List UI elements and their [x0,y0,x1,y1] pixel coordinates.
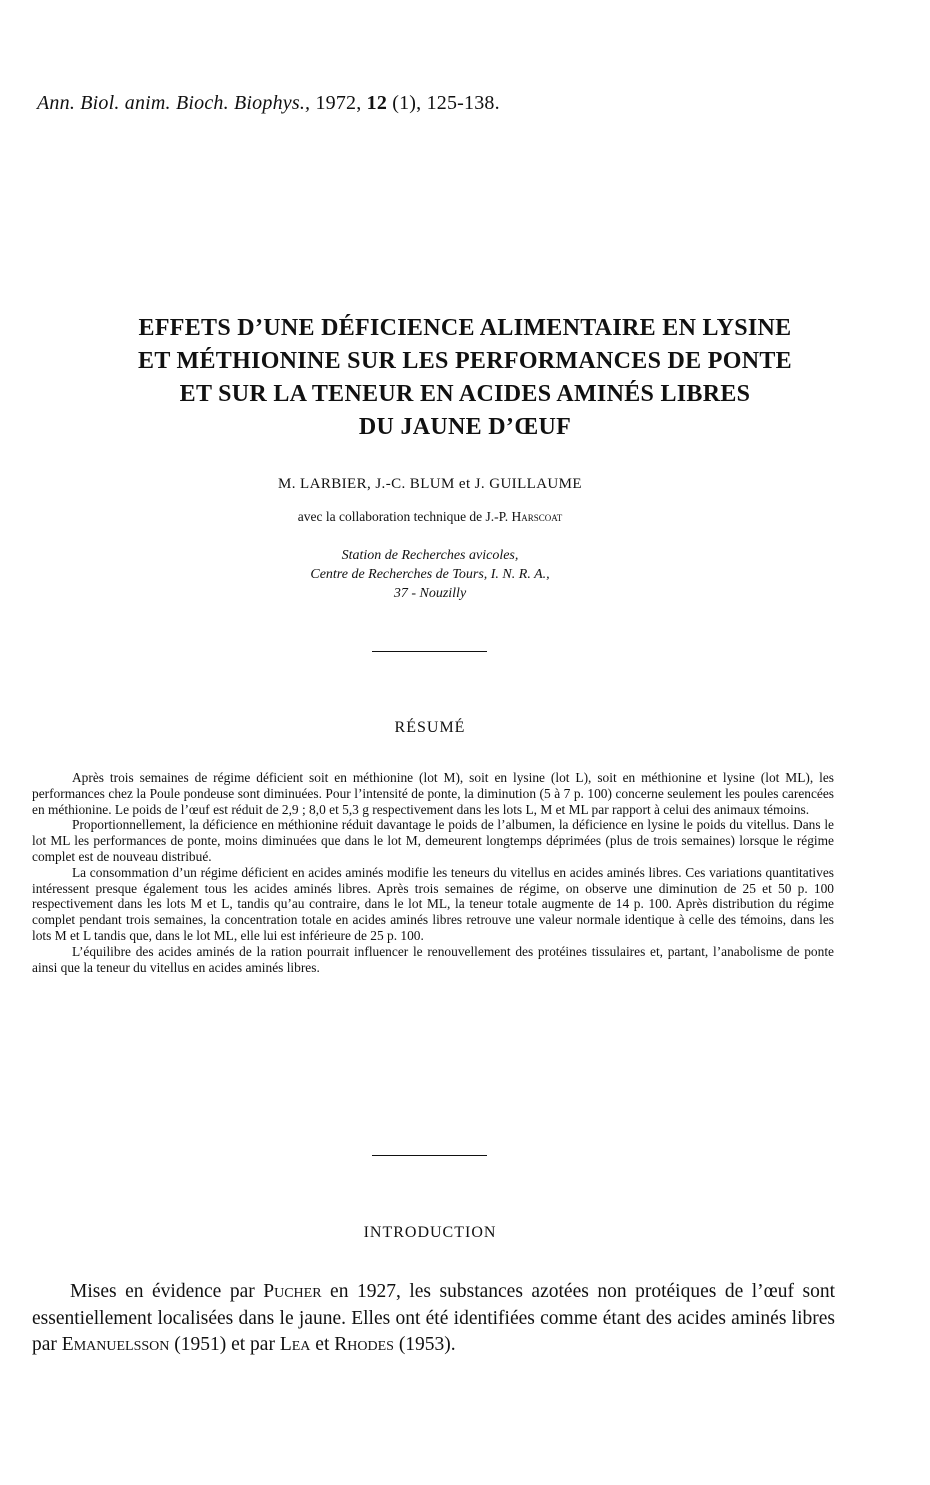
article-title [30,312,900,444]
resume-body [32,770,834,975]
intro-text: (1951) et par [169,1334,280,1355]
divider [372,651,487,652]
cited-author: Lea [279,1334,311,1355]
technical-collaboration [0,509,860,525]
introduction-paragraph [32,1279,835,1359]
title-line: ET MÉTHIONINE SUR LES PERFORMANCES DE PONTE [138,348,792,374]
intro-text: Mises en évidence par [70,1281,264,1302]
resume-paragraph: Proportionnellement, la déficience en méthionine réduit davantage le poids de l’albumen, la déficience en lysine le poids du vitellus. Dans le lot ML les performances de ponte, moins diminuées que dans le lot M, demeurent longtemps déprimées (plus de trois semaines) lorsque le régime complet est de nouveau distribué. [32,817,834,864]
cited-author: Rhodes [334,1334,394,1355]
divider [372,1155,487,1156]
journal-name: Ann. Biol. anim. Bioch. Biophys., [37,92,311,114]
affiliation [0,546,860,603]
title-line: EFFETS D’UNE DÉFICIENCE ALIMENTAIRE EN LYSINE [138,315,792,341]
authors: M. LARBIER, J.-C. BLUM et J. GUILLAUME [278,476,582,492]
citation-year: 1972, [315,92,362,114]
affiliation-line: Station de Recherches avicoles, [341,548,519,563]
intro-text: et [310,1334,335,1355]
resume-paragraph: La consommation d’un régime déficient en acides aminés modifie les teneurs du vitellus en acides aminés libres. Ces variations quantitatives intéressent presque également tous les acides aminés libres. Après trois semaines de régime, on observe une diminution de 25 et 50 p. 100 respectivement dans les lots M et L, tandis qu’au contraire, dans le lot ML, la teneur totale augmente de 14 p. 100. Après distribution du régime complet pendant trois semaines, la concentration totale en acides aminés libres retrouve une valeur normale identique à celle des témoins, dans les lots M et L tandis que, dans le lot ML, elle lui est inférieure de 25 p. 100. [32,864,834,943]
title-line: ET SUR LA TENEUR EN ACIDES AMINÉS LIBRES [179,381,751,407]
cited-author: Pucher [263,1281,322,1302]
introduction-body [32,1279,835,1359]
collaboration-prefix: avec la collaboration technique de J.-P. [297,509,509,524]
resume-paragraph: L’équilibre des acides aminés de la ration pourrait influencer le renouvellement des protéines tissulaires et, partant, l’anabolisme de ponte ainsi que la teneur du vitellus en acides aminés libres. [32,943,834,975]
introduction-heading: INTRODUCTION [363,1224,497,1241]
journal-citation [37,92,500,115]
intro-text: en 1927, les substances azotées non protéiques de l’œuf sont essentiellement localisées dans le jaune. Elles ont été identifiées comme étant des acides aminés libres par [32,1281,835,1355]
resume-paragraph: Après trois semaines de régime déficient soit en méthionine (lot M), soit en lysine (lot L), soit en méthionine et lysine (lot ML), les performances chez la Poule pondeuse sont diminuées. Pour l’intensité de ponte, la diminution (5 à 7 p. 100) concerne seulement les poules carencées en méthionine. Le poids de l’œuf est réduit de 2,9 ; 8,0 et 5,3 g respectivement dans les lots L, M et ML par rapport à celui des animaux témoins. [32,770,834,817]
cited-author: Emanuelsson [61,1334,170,1355]
collaborator-name: Harscoat [511,509,563,524]
affiliation-line: 37 - Nouzilly [393,586,467,601]
resume-heading: RÉSUMÉ [394,719,466,736]
citation-issue-pages: (1), 125-138. [392,92,500,114]
title-line: DU JAUNE D’ŒUF [358,414,572,440]
affiliation-line: Centre de Recherches de Tours, I. N. R. A., [310,567,550,582]
intro-text: (1953). [393,1334,456,1355]
citation-volume: 12 [366,92,388,114]
